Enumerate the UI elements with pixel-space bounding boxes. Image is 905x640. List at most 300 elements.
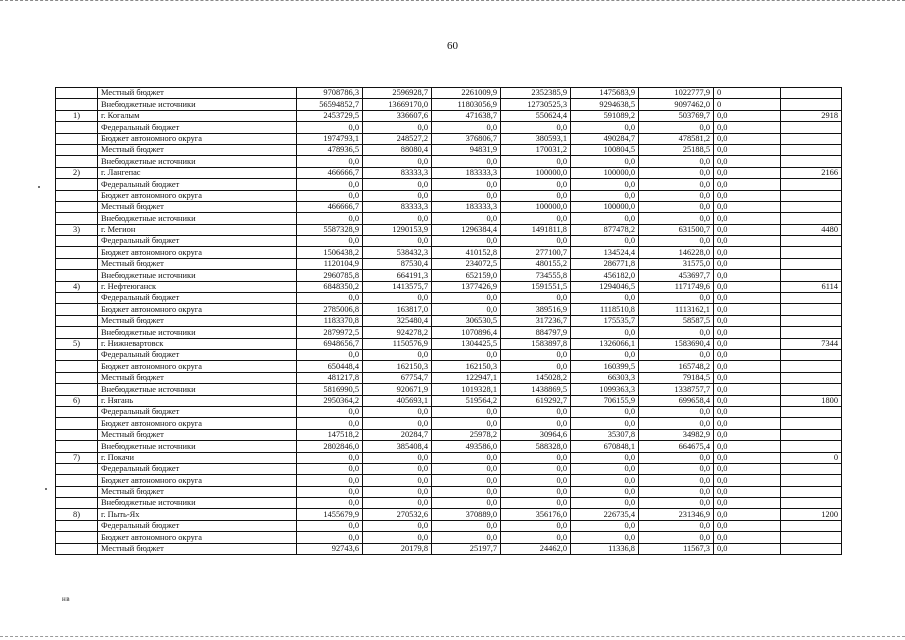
value-cell: 1304425,5: [432, 338, 501, 349]
value-cell: 0,0: [363, 236, 432, 247]
value-cell: 67754,7: [363, 372, 432, 383]
value-cell: 248527,2: [363, 133, 432, 144]
value-cell: 0,0: [714, 304, 781, 315]
value-cell: 0,0: [714, 247, 781, 258]
value-cell: 453697,7: [639, 270, 714, 281]
value-cell: 0,0: [639, 122, 714, 133]
value-cell: 0,0: [297, 122, 363, 133]
row-number-cell: [56, 486, 98, 497]
value-cell: 0,0: [639, 418, 714, 429]
extra-value-cell: 1200: [781, 509, 842, 520]
value-cell: 0,0: [571, 463, 639, 474]
row-number-cell: [56, 201, 98, 212]
table-row: [56, 88, 842, 99]
row-name-cell: Местный бюджет: [98, 88, 297, 99]
value-cell: 277100,7: [501, 247, 571, 258]
table-row: [56, 110, 842, 121]
value-cell: 31575,0: [639, 258, 714, 269]
value-cell: 0,0: [501, 361, 571, 372]
row-number-cell: 2): [56, 167, 98, 178]
value-cell: 100000,0: [571, 201, 639, 212]
value-cell: 0,0: [714, 384, 781, 395]
value-cell: 0,0: [571, 179, 639, 190]
value-cell: 0,0: [571, 122, 639, 133]
value-cell: 376806,7: [432, 133, 501, 144]
value-cell: 92743,6: [297, 543, 363, 554]
extra-value-cell: [781, 486, 842, 497]
value-cell: 1974793,1: [297, 133, 363, 144]
value-cell: 147518,2: [297, 429, 363, 440]
table-row: [56, 429, 842, 440]
value-cell: 0,0: [363, 418, 432, 429]
value-cell: 0,0: [501, 236, 571, 247]
value-cell: 0,0: [714, 486, 781, 497]
value-cell: 0,0: [714, 293, 781, 304]
table-row: [56, 179, 842, 190]
value-cell: 0,0: [714, 509, 781, 520]
row-name-cell: Местный бюджет: [98, 315, 297, 326]
row-number-cell: [56, 361, 98, 372]
value-cell: 162150,3: [432, 361, 501, 372]
extra-value-cell: [781, 293, 842, 304]
value-cell: 0,0: [714, 281, 781, 292]
extra-value-cell: [781, 429, 842, 440]
value-cell: 0,0: [297, 190, 363, 201]
value-cell: 734555,8: [501, 270, 571, 281]
value-cell: 1438869,5: [501, 384, 571, 395]
extra-value-cell: [781, 406, 842, 417]
value-cell: 0,0: [432, 349, 501, 360]
scan-edge-bottom: [0, 636, 905, 638]
value-cell: 0,0: [363, 532, 432, 543]
value-cell: 0,0: [363, 406, 432, 417]
value-cell: 0,0: [571, 520, 639, 531]
value-cell: 0,0: [639, 349, 714, 360]
value-cell: 0,0: [714, 361, 781, 372]
value-cell: 13669170,0: [363, 99, 432, 110]
value-cell: 0,0: [714, 532, 781, 543]
row-name-cell: Федеральный бюджет: [98, 122, 297, 133]
value-cell: 0,0: [714, 543, 781, 554]
scan-edge-top: [0, 0, 905, 2]
extra-value-cell: 2918: [781, 110, 842, 121]
extra-value-cell: [781, 133, 842, 144]
value-cell: 0,0: [714, 338, 781, 349]
row-number-cell: [56, 179, 98, 190]
row-number-cell: [56, 441, 98, 452]
row-number-cell: [56, 258, 98, 269]
value-cell: 0,0: [501, 498, 571, 509]
value-cell: 0,0: [432, 156, 501, 167]
value-cell: 0,0: [363, 190, 432, 201]
extra-value-cell: 1800: [781, 395, 842, 406]
value-cell: 2453729,5: [297, 110, 363, 121]
value-cell: 1183370,8: [297, 315, 363, 326]
value-cell: 478581,2: [639, 133, 714, 144]
value-cell: 385408,4: [363, 441, 432, 452]
value-cell: 0,0: [714, 270, 781, 281]
table-row: [56, 224, 842, 235]
page-number: 60: [447, 40, 458, 52]
value-cell: 0,0: [363, 293, 432, 304]
value-cell: 0,0: [501, 213, 571, 224]
row-number-cell: [56, 406, 98, 417]
extra-value-cell: [781, 201, 842, 212]
row-number-cell: [56, 384, 98, 395]
value-cell: 0,0: [501, 486, 571, 497]
value-cell: 20179,8: [363, 543, 432, 554]
value-cell: 0,0: [714, 144, 781, 155]
value-cell: 588328,0: [501, 441, 571, 452]
value-cell: 0,0: [714, 475, 781, 486]
table-row: [56, 293, 842, 304]
value-cell: 0,0: [714, 122, 781, 133]
table-row: [56, 304, 842, 315]
value-cell: 87530,4: [363, 258, 432, 269]
value-cell: 699658,4: [639, 395, 714, 406]
row-name-cell: Федеральный бюджет: [98, 179, 297, 190]
value-cell: 664191,3: [363, 270, 432, 281]
value-cell: 0,0: [501, 349, 571, 360]
value-cell: 0,0: [639, 475, 714, 486]
value-cell: 0,0: [714, 452, 781, 463]
value-cell: 0,0: [714, 463, 781, 474]
value-cell: 160399,5: [571, 361, 639, 372]
extra-value-cell: 2166: [781, 167, 842, 178]
value-cell: 306530,5: [432, 315, 501, 326]
value-cell: 0,0: [432, 122, 501, 133]
extra-value-cell: [781, 475, 842, 486]
value-cell: 2785006,8: [297, 304, 363, 315]
row-name-cell: Бюджет автономного округа: [98, 133, 297, 144]
value-cell: 1150576,9: [363, 338, 432, 349]
row-name-cell: Федеральный бюджет: [98, 406, 297, 417]
value-cell: 1583897,8: [501, 338, 571, 349]
value-cell: 0,0: [571, 236, 639, 247]
value-cell: 35307,8: [571, 429, 639, 440]
value-cell: 0,0: [297, 452, 363, 463]
value-cell: 0,0: [363, 463, 432, 474]
value-cell: 0,0: [571, 213, 639, 224]
extra-value-cell: [781, 144, 842, 155]
budget-table: [55, 87, 842, 555]
value-cell: 0,0: [297, 532, 363, 543]
value-cell: 0,0: [501, 293, 571, 304]
value-cell: 0,0: [714, 349, 781, 360]
value-cell: 0,0: [432, 213, 501, 224]
row-name-cell: Бюджет автономного округа: [98, 190, 297, 201]
value-cell: 0,0: [714, 236, 781, 247]
value-cell: 0,0: [432, 463, 501, 474]
table-row: [56, 338, 842, 349]
table-row: [56, 258, 842, 269]
table-row: [56, 532, 842, 543]
value-cell: 165748,2: [639, 361, 714, 372]
value-cell: 0,0: [639, 406, 714, 417]
value-cell: 389516,9: [501, 304, 571, 315]
row-number-cell: [56, 475, 98, 486]
table-row: [56, 406, 842, 417]
row-name-cell: Внебюджетные источники: [98, 384, 297, 395]
row-name-cell: Внебюджетные источники: [98, 441, 297, 452]
value-cell: 0,0: [297, 486, 363, 497]
row-number-cell: [56, 144, 98, 155]
value-cell: 0,0: [432, 236, 501, 247]
extra-value-cell: [781, 349, 842, 360]
row-number-cell: 1): [56, 110, 98, 121]
value-cell: 466666,7: [297, 201, 363, 212]
table-row: [56, 520, 842, 531]
value-cell: 0,0: [501, 122, 571, 133]
row-name-cell: г. Когалым: [98, 110, 297, 121]
value-cell: 631500,7: [639, 224, 714, 235]
value-cell: 12730525,3: [501, 99, 571, 110]
value-cell: 0,0: [639, 452, 714, 463]
row-name-cell: Федеральный бюджет: [98, 520, 297, 531]
value-cell: 0,0: [571, 498, 639, 509]
value-cell: 0,0: [297, 236, 363, 247]
value-cell: 480155,2: [501, 258, 571, 269]
value-cell: 0,0: [714, 406, 781, 417]
value-cell: 100000,0: [501, 201, 571, 212]
value-cell: 5587328,9: [297, 224, 363, 235]
row-number-cell: [56, 293, 98, 304]
value-cell: 100804,5: [571, 144, 639, 155]
value-cell: 2596928,7: [363, 88, 432, 99]
value-cell: 591089,2: [571, 110, 639, 121]
extra-value-cell: [781, 236, 842, 247]
value-cell: 0,0: [639, 327, 714, 338]
table-row: [56, 486, 842, 497]
table-row: [56, 236, 842, 247]
table-row: [56, 418, 842, 429]
value-cell: 6848350,2: [297, 281, 363, 292]
value-cell: 0,0: [432, 418, 501, 429]
value-cell: 370889,0: [432, 509, 501, 520]
value-cell: 0,0: [363, 486, 432, 497]
value-cell: 56594852,7: [297, 99, 363, 110]
value-cell: 1413575,7: [363, 281, 432, 292]
value-cell: 100000,0: [501, 167, 571, 178]
value-cell: 9097462,0: [639, 99, 714, 110]
value-cell: 0,0: [297, 463, 363, 474]
value-cell: 0,0: [432, 293, 501, 304]
value-cell: 0,0: [501, 452, 571, 463]
row-name-cell: Бюджет автономного округа: [98, 304, 297, 315]
table-row: [56, 498, 842, 509]
value-cell: 0,0: [639, 532, 714, 543]
row-name-cell: г. Покачи: [98, 452, 297, 463]
value-cell: 146228,0: [639, 247, 714, 258]
row-name-cell: Внебюджетные источники: [98, 270, 297, 281]
value-cell: 490284,7: [571, 133, 639, 144]
row-number-cell: [56, 247, 98, 258]
value-cell: 0,0: [571, 418, 639, 429]
value-cell: 0,0: [297, 293, 363, 304]
extra-value-cell: 0: [781, 452, 842, 463]
value-cell: 0,0: [714, 327, 781, 338]
extra-value-cell: [781, 270, 842, 281]
table-row: [56, 349, 842, 360]
table-row: [56, 441, 842, 452]
value-cell: 2950364,2: [297, 395, 363, 406]
value-cell: 0,0: [714, 167, 781, 178]
row-name-cell: Местный бюджет: [98, 372, 297, 383]
value-cell: 1296384,4: [432, 224, 501, 235]
value-cell: 122947,1: [432, 372, 501, 383]
table-row: [56, 327, 842, 338]
value-cell: 0,0: [714, 190, 781, 201]
value-cell: 519564,2: [432, 395, 501, 406]
row-number-cell: 5): [56, 338, 98, 349]
value-cell: 0,0: [501, 463, 571, 474]
extra-value-cell: [781, 441, 842, 452]
value-cell: 0,0: [639, 293, 714, 304]
row-name-cell: Внебюджетные источники: [98, 213, 297, 224]
row-name-cell: Федеральный бюджет: [98, 293, 297, 304]
value-cell: 0,0: [714, 179, 781, 190]
value-cell: 0,0: [363, 475, 432, 486]
value-cell: 0,0: [639, 156, 714, 167]
row-number-cell: 8): [56, 509, 98, 520]
value-cell: 0,0: [571, 475, 639, 486]
row-number-cell: [56, 99, 98, 110]
value-cell: 0,0: [571, 452, 639, 463]
row-name-cell: Бюджет автономного округа: [98, 418, 297, 429]
value-cell: 471638,7: [432, 110, 501, 121]
value-cell: 405693,1: [363, 395, 432, 406]
row-number-cell: [56, 133, 98, 144]
value-cell: 183333,3: [432, 167, 501, 178]
value-cell: 286771,8: [571, 258, 639, 269]
row-number-cell: 4): [56, 281, 98, 292]
value-cell: 0,0: [432, 498, 501, 509]
value-cell: 1171749,6: [639, 281, 714, 292]
value-cell: 0,0: [297, 156, 363, 167]
value-cell: 2802846,0: [297, 441, 363, 452]
row-name-cell: Федеральный бюджет: [98, 463, 297, 474]
extra-value-cell: [781, 88, 842, 99]
row-number-cell: [56, 190, 98, 201]
value-cell: 670848,1: [571, 441, 639, 452]
row-name-cell: Местный бюджет: [98, 486, 297, 497]
value-cell: 2352385,9: [501, 88, 571, 99]
row-number-cell: 6): [56, 395, 98, 406]
value-cell: 0,0: [714, 395, 781, 406]
value-cell: 920671,9: [363, 384, 432, 395]
value-cell: 1022777,9: [639, 88, 714, 99]
value-cell: 0,0: [714, 201, 781, 212]
value-cell: 924278,2: [363, 327, 432, 338]
value-cell: 0: [714, 99, 781, 110]
value-cell: 0,0: [571, 486, 639, 497]
value-cell: 481217,8: [297, 372, 363, 383]
row-number-cell: [56, 213, 98, 224]
value-cell: 380593,1: [501, 133, 571, 144]
value-cell: 336607,6: [363, 110, 432, 121]
value-cell: 1591551,5: [501, 281, 571, 292]
value-cell: 0,0: [714, 520, 781, 531]
value-cell: 0,0: [297, 213, 363, 224]
table-row: [56, 372, 842, 383]
value-cell: 0,0: [297, 179, 363, 190]
table-row: [56, 395, 842, 406]
value-cell: 0,0: [432, 179, 501, 190]
value-cell: 0,0: [363, 520, 432, 531]
value-cell: 25978,2: [432, 429, 501, 440]
value-cell: 1290153,9: [363, 224, 432, 235]
value-cell: 0,0: [714, 224, 781, 235]
row-number-cell: [56, 349, 98, 360]
value-cell: 550624,4: [501, 110, 571, 121]
value-cell: 6948656,7: [297, 338, 363, 349]
value-cell: 0,0: [571, 190, 639, 201]
row-name-cell: г. Нижневартовск: [98, 338, 297, 349]
row-name-cell: Федеральный бюджет: [98, 236, 297, 247]
value-cell: 79184,5: [639, 372, 714, 383]
value-cell: 0,0: [639, 498, 714, 509]
value-cell: 538432,3: [363, 247, 432, 258]
value-cell: 877478,2: [571, 224, 639, 235]
row-number-cell: [56, 532, 98, 543]
value-cell: 0,0: [639, 190, 714, 201]
value-cell: 1120104,9: [297, 258, 363, 269]
table-row: [56, 156, 842, 167]
row-name-cell: Бюджет автономного округа: [98, 475, 297, 486]
value-cell: 0,0: [714, 372, 781, 383]
value-cell: 134524,4: [571, 247, 639, 258]
value-cell: 1377426,9: [432, 281, 501, 292]
value-cell: 325480,4: [363, 315, 432, 326]
table-row: [56, 167, 842, 178]
value-cell: 0,0: [432, 304, 501, 315]
extra-value-cell: [781, 418, 842, 429]
value-cell: 0,0: [714, 429, 781, 440]
corner-mark: нв: [62, 595, 71, 603]
value-cell: 0,0: [639, 486, 714, 497]
value-cell: 11567,3: [639, 543, 714, 554]
value-cell: 66303,3: [571, 372, 639, 383]
row-number-cell: [56, 304, 98, 315]
value-cell: 478936,5: [297, 144, 363, 155]
value-cell: 0,0: [639, 167, 714, 178]
row-number-cell: [56, 156, 98, 167]
value-cell: 0,0: [432, 486, 501, 497]
value-cell: 0,0: [501, 475, 571, 486]
row-name-cell: г. Нефтеюганск: [98, 281, 297, 292]
row-name-cell: Федеральный бюджет: [98, 349, 297, 360]
value-cell: 456182,0: [571, 270, 639, 281]
table-row: [56, 99, 842, 110]
value-cell: 0,0: [297, 349, 363, 360]
table-row: [56, 213, 842, 224]
row-name-cell: Местный бюджет: [98, 429, 297, 440]
value-cell: 2960785,8: [297, 270, 363, 281]
row-name-cell: г. Пыть-Ях: [98, 509, 297, 520]
table-row: [56, 361, 842, 372]
value-cell: 884797,9: [501, 327, 571, 338]
value-cell: 0,0: [714, 110, 781, 121]
value-cell: 30964,6: [501, 429, 571, 440]
value-cell: 1338757,7: [639, 384, 714, 395]
value-cell: 0,0: [501, 156, 571, 167]
extra-value-cell: [781, 156, 842, 167]
value-cell: 25197,7: [432, 543, 501, 554]
budget-table-body: [56, 88, 842, 555]
row-number-cell: 3): [56, 224, 98, 235]
value-cell: 1326066,1: [571, 338, 639, 349]
extra-value-cell: [781, 315, 842, 326]
